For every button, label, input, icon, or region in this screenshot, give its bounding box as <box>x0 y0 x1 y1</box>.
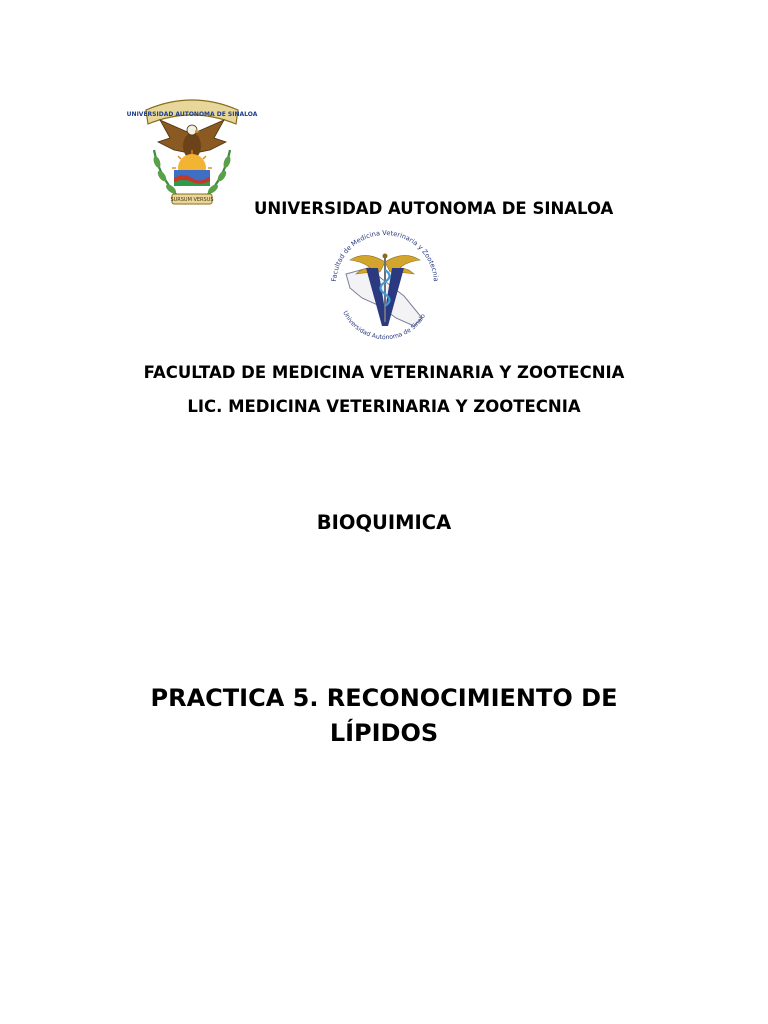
subject-title: BIOQUIMICA <box>316 511 452 534</box>
university-name: UNIVERSIDAD AUTONOMA DE SINALOA <box>254 199 614 218</box>
faculty-name: FACULTAD DE MEDICINA VETERINARIA Y ZOOTECNIA <box>143 363 625 382</box>
degree-name: LIC. MEDICINA VETERINARIA Y ZOOTECNIA <box>187 397 581 416</box>
practice-title: PRACTICA 5. RECONOCIMIENTO DE LÍPIDOS <box>150 684 618 747</box>
svg-text:SURSUM VERSUS: SURSUM VERSUS <box>170 197 214 203</box>
svg-text:UNIVERSIDAD AUTONOMA DE SINALO: UNIVERSIDAD AUTONOMA DE SINALOA <box>126 111 258 118</box>
svg-text:Universidad Autónoma de Sinalo: Universidad Autónoma de Sinalo <box>341 309 427 342</box>
svg-text:Facultad de Medicina Veterinar: Facultad de Medicina Veterinaria y Zootecnia <box>330 228 440 282</box>
university-seal-logo <box>126 90 258 218</box>
faculty-logo <box>322 222 448 352</box>
